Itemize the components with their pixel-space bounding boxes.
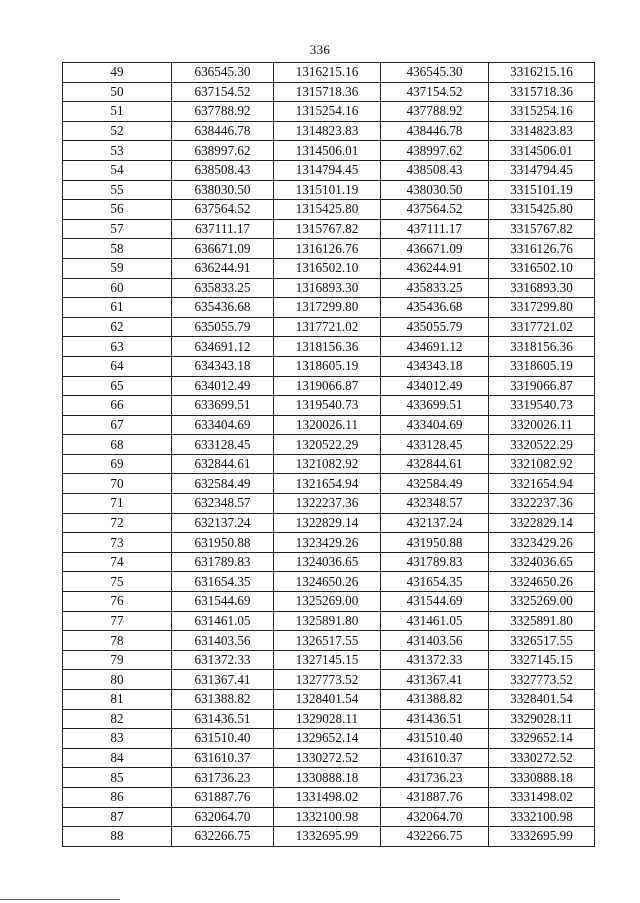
x2-coordinate-cell: 435055.79 — [381, 317, 489, 337]
point-number-cell: 64 — [63, 356, 172, 376]
table-row — [63, 258, 595, 278]
point-number-cell: 56 — [63, 200, 172, 220]
table-row — [63, 768, 595, 788]
table-row — [63, 396, 595, 416]
table-row — [63, 748, 595, 768]
table-row — [63, 200, 595, 220]
y2-coordinate-cell: 3322829.14 — [489, 513, 595, 533]
y2-coordinate-cell: 3329028.11 — [489, 709, 595, 729]
table-row — [63, 787, 595, 807]
table-row — [63, 415, 595, 435]
x-coordinate-cell: 636671.09 — [172, 239, 274, 259]
y2-coordinate-cell: 3329652.14 — [489, 729, 595, 749]
y-coordinate-cell: 1331498.02 — [274, 787, 381, 807]
x2-coordinate-cell: 436545.30 — [381, 63, 489, 83]
y2-coordinate-cell: 3325891.80 — [489, 611, 595, 631]
x2-coordinate-cell: 432266.75 — [381, 827, 489, 847]
table-row — [63, 160, 595, 180]
point-number-cell: 75 — [63, 572, 172, 592]
y-coordinate-cell: 1317299.80 — [274, 298, 381, 318]
table-row — [63, 298, 595, 318]
x2-coordinate-cell: 437564.52 — [381, 200, 489, 220]
page-number: 336 — [309, 42, 331, 57]
x-coordinate-cell: 636545.30 — [172, 63, 274, 83]
x-coordinate-cell: 637788.92 — [172, 102, 274, 122]
y2-coordinate-cell: 3315101.19 — [489, 180, 595, 200]
y2-coordinate-cell: 3314506.01 — [489, 141, 595, 161]
x2-coordinate-cell: 434012.49 — [381, 376, 489, 396]
y-coordinate-cell: 1328401.54 — [274, 690, 381, 710]
table-row — [63, 63, 595, 83]
table-row — [63, 572, 595, 592]
table-row — [63, 278, 595, 298]
y-coordinate-cell: 1321654.94 — [274, 474, 381, 494]
x-coordinate-cell: 637111.17 — [172, 219, 274, 239]
x2-coordinate-cell: 437788.92 — [381, 102, 489, 122]
x-coordinate-cell: 633404.69 — [172, 415, 274, 435]
y2-coordinate-cell: 3324036.65 — [489, 552, 595, 572]
x2-coordinate-cell: 431654.35 — [381, 572, 489, 592]
x-coordinate-cell: 637154.52 — [172, 82, 274, 102]
x2-coordinate-cell: 436244.91 — [381, 258, 489, 278]
y-coordinate-cell: 1332100.98 — [274, 807, 381, 827]
y2-coordinate-cell: 3321082.92 — [489, 454, 595, 474]
y2-coordinate-cell: 3318605.19 — [489, 356, 595, 376]
y-coordinate-cell: 1322237.36 — [274, 494, 381, 514]
table-row — [63, 552, 595, 572]
point-number-cell: 69 — [63, 454, 172, 474]
y-coordinate-cell: 1315254.16 — [274, 102, 381, 122]
y2-coordinate-cell: 3314794.45 — [489, 160, 595, 180]
x2-coordinate-cell: 433128.45 — [381, 435, 489, 455]
y-coordinate-cell: 1316215.16 — [274, 63, 381, 83]
y2-coordinate-cell: 3327773.52 — [489, 670, 595, 690]
y-coordinate-cell: 1327773.52 — [274, 670, 381, 690]
point-number-cell: 74 — [63, 552, 172, 572]
x-coordinate-cell: 635055.79 — [172, 317, 274, 337]
y2-coordinate-cell: 3317721.02 — [489, 317, 595, 337]
x-coordinate-cell: 631887.76 — [172, 787, 274, 807]
y-coordinate-cell: 1320026.11 — [274, 415, 381, 435]
x-coordinate-cell: 638997.62 — [172, 141, 274, 161]
y2-coordinate-cell: 3327145.15 — [489, 650, 595, 670]
x-coordinate-cell: 636244.91 — [172, 258, 274, 278]
y-coordinate-cell: 1324036.65 — [274, 552, 381, 572]
point-number-cell: 65 — [63, 376, 172, 396]
y2-coordinate-cell: 3315425.80 — [489, 200, 595, 220]
x-coordinate-cell: 633699.51 — [172, 396, 274, 416]
point-number-cell: 49 — [63, 63, 172, 83]
x2-coordinate-cell: 432137.24 — [381, 513, 489, 533]
x-coordinate-cell: 632584.49 — [172, 474, 274, 494]
table-row — [63, 454, 595, 474]
table-row — [63, 513, 595, 533]
y2-coordinate-cell: 3315718.36 — [489, 82, 595, 102]
y-coordinate-cell: 1316126.76 — [274, 239, 381, 259]
y2-coordinate-cell: 3315254.16 — [489, 102, 595, 122]
x-coordinate-cell: 638508.43 — [172, 160, 274, 180]
x2-coordinate-cell: 434343.18 — [381, 356, 489, 376]
footer-rule — [0, 899, 120, 900]
y-coordinate-cell: 1315767.82 — [274, 219, 381, 239]
x-coordinate-cell: 632348.57 — [172, 494, 274, 514]
x2-coordinate-cell: 432584.49 — [381, 474, 489, 494]
x-coordinate-cell: 634012.49 — [172, 376, 274, 396]
point-number-cell: 51 — [63, 102, 172, 122]
point-number-cell: 63 — [63, 337, 172, 357]
x2-coordinate-cell: 432064.70 — [381, 807, 489, 827]
x-coordinate-cell: 631789.83 — [172, 552, 274, 572]
point-number-cell: 76 — [63, 592, 172, 612]
table-row — [63, 827, 595, 847]
y2-coordinate-cell: 3331498.02 — [489, 787, 595, 807]
x-coordinate-cell: 631544.69 — [172, 592, 274, 612]
point-number-cell: 52 — [63, 121, 172, 141]
y-coordinate-cell: 1332695.99 — [274, 827, 381, 847]
y2-coordinate-cell: 3320026.11 — [489, 415, 595, 435]
table-row — [63, 102, 595, 122]
table-row — [63, 121, 595, 141]
table-row — [63, 494, 595, 514]
y2-coordinate-cell: 3324650.26 — [489, 572, 595, 592]
x2-coordinate-cell: 431789.83 — [381, 552, 489, 572]
y-coordinate-cell: 1323429.26 — [274, 533, 381, 553]
y-coordinate-cell: 1318156.36 — [274, 337, 381, 357]
y-coordinate-cell: 1315425.80 — [274, 200, 381, 220]
point-number-cell: 61 — [63, 298, 172, 318]
x-coordinate-cell: 631610.37 — [172, 748, 274, 768]
point-number-cell: 81 — [63, 690, 172, 710]
y-coordinate-cell: 1325269.00 — [274, 592, 381, 612]
y-coordinate-cell: 1321082.92 — [274, 454, 381, 474]
x-coordinate-cell: 631950.88 — [172, 533, 274, 553]
x-coordinate-cell: 631510.40 — [172, 729, 274, 749]
table-row — [63, 337, 595, 357]
point-number-cell: 57 — [63, 219, 172, 239]
point-number-cell: 62 — [63, 317, 172, 337]
y-coordinate-cell: 1322829.14 — [274, 513, 381, 533]
x2-coordinate-cell: 431461.05 — [381, 611, 489, 631]
y-coordinate-cell: 1330272.52 — [274, 748, 381, 768]
point-number-cell: 86 — [63, 787, 172, 807]
y2-coordinate-cell: 3314823.83 — [489, 121, 595, 141]
y-coordinate-cell: 1325891.80 — [274, 611, 381, 631]
x-coordinate-cell: 633128.45 — [172, 435, 274, 455]
y2-coordinate-cell: 3319066.87 — [489, 376, 595, 396]
table-row — [63, 219, 595, 239]
x-coordinate-cell: 632064.70 — [172, 807, 274, 827]
x2-coordinate-cell: 438030.50 — [381, 180, 489, 200]
x2-coordinate-cell: 438508.43 — [381, 160, 489, 180]
x-coordinate-cell: 634691.12 — [172, 337, 274, 357]
x-coordinate-cell: 631367.41 — [172, 670, 274, 690]
point-number-cell: 84 — [63, 748, 172, 768]
point-number-cell: 54 — [63, 160, 172, 180]
y-coordinate-cell: 1314823.83 — [274, 121, 381, 141]
x-coordinate-cell: 631461.05 — [172, 611, 274, 631]
x-coordinate-cell: 632137.24 — [172, 513, 274, 533]
y-coordinate-cell: 1324650.26 — [274, 572, 381, 592]
x-coordinate-cell: 635436.68 — [172, 298, 274, 318]
y2-coordinate-cell: 3332695.99 — [489, 827, 595, 847]
x-coordinate-cell: 631736.23 — [172, 768, 274, 788]
table-row — [63, 141, 595, 161]
table-row — [63, 533, 595, 553]
table-row — [63, 239, 595, 259]
y-coordinate-cell: 1318605.19 — [274, 356, 381, 376]
y2-coordinate-cell: 3332100.98 — [489, 807, 595, 827]
x2-coordinate-cell: 431436.51 — [381, 709, 489, 729]
table-row — [63, 807, 595, 827]
x2-coordinate-cell: 437154.52 — [381, 82, 489, 102]
point-number-cell: 80 — [63, 670, 172, 690]
x2-coordinate-cell: 431610.37 — [381, 748, 489, 768]
x2-coordinate-cell: 431367.41 — [381, 670, 489, 690]
x2-coordinate-cell: 436671.09 — [381, 239, 489, 259]
x2-coordinate-cell: 432844.61 — [381, 454, 489, 474]
point-number-cell: 78 — [63, 631, 172, 651]
y-coordinate-cell: 1316893.30 — [274, 278, 381, 298]
table-row — [63, 650, 595, 670]
y-coordinate-cell: 1319540.73 — [274, 396, 381, 416]
y2-coordinate-cell: 3316215.16 — [489, 63, 595, 83]
y-coordinate-cell: 1320522.29 — [274, 435, 381, 455]
x2-coordinate-cell: 431544.69 — [381, 592, 489, 612]
x2-coordinate-cell: 434691.12 — [381, 337, 489, 357]
y2-coordinate-cell: 3321654.94 — [489, 474, 595, 494]
x2-coordinate-cell: 438997.62 — [381, 141, 489, 161]
table-row — [63, 317, 595, 337]
point-number-cell: 66 — [63, 396, 172, 416]
point-number-cell: 50 — [63, 82, 172, 102]
x-coordinate-cell: 631654.35 — [172, 572, 274, 592]
x-coordinate-cell: 631436.51 — [172, 709, 274, 729]
y-coordinate-cell: 1315718.36 — [274, 82, 381, 102]
x2-coordinate-cell: 432348.57 — [381, 494, 489, 514]
point-number-cell: 53 — [63, 141, 172, 161]
x-coordinate-cell: 638030.50 — [172, 180, 274, 200]
x-coordinate-cell: 638446.78 — [172, 121, 274, 141]
table-row — [63, 180, 595, 200]
x-coordinate-cell: 631403.56 — [172, 631, 274, 651]
x2-coordinate-cell: 433699.51 — [381, 396, 489, 416]
y-coordinate-cell: 1326517.55 — [274, 631, 381, 651]
x2-coordinate-cell: 437111.17 — [381, 219, 489, 239]
point-number-cell: 82 — [63, 709, 172, 729]
x2-coordinate-cell: 435436.68 — [381, 298, 489, 318]
y-coordinate-cell: 1315101.19 — [274, 180, 381, 200]
y-coordinate-cell: 1327145.15 — [274, 650, 381, 670]
y2-coordinate-cell: 3316126.76 — [489, 239, 595, 259]
x2-coordinate-cell: 435833.25 — [381, 278, 489, 298]
point-number-cell: 70 — [63, 474, 172, 494]
x2-coordinate-cell: 431887.76 — [381, 787, 489, 807]
table-row — [63, 376, 595, 396]
table-row — [63, 474, 595, 494]
table-row — [63, 690, 595, 710]
point-number-cell: 79 — [63, 650, 172, 670]
y2-coordinate-cell: 3317299.80 — [489, 298, 595, 318]
x2-coordinate-cell: 433404.69 — [381, 415, 489, 435]
x2-coordinate-cell: 431403.56 — [381, 631, 489, 651]
point-number-cell: 88 — [63, 827, 172, 847]
point-number-cell: 83 — [63, 729, 172, 749]
y-coordinate-cell: 1329652.14 — [274, 729, 381, 749]
y-coordinate-cell: 1316502.10 — [274, 258, 381, 278]
x2-coordinate-cell: 438446.78 — [381, 121, 489, 141]
point-number-cell: 58 — [63, 239, 172, 259]
table-row — [63, 729, 595, 749]
coordinates-table-body — [63, 63, 595, 847]
x2-coordinate-cell: 431510.40 — [381, 729, 489, 749]
x2-coordinate-cell: 431372.33 — [381, 650, 489, 670]
y2-coordinate-cell: 3326517.55 — [489, 631, 595, 651]
y2-coordinate-cell: 3316502.10 — [489, 258, 595, 278]
table-row — [63, 611, 595, 631]
table-row — [63, 631, 595, 651]
point-number-cell: 73 — [63, 533, 172, 553]
point-number-cell: 71 — [63, 494, 172, 514]
y2-coordinate-cell: 3320522.29 — [489, 435, 595, 455]
table-row — [63, 670, 595, 690]
table-row — [63, 709, 595, 729]
y-coordinate-cell: 1317721.02 — [274, 317, 381, 337]
y-coordinate-cell: 1314794.45 — [274, 160, 381, 180]
point-number-cell: 67 — [63, 415, 172, 435]
x-coordinate-cell: 632266.75 — [172, 827, 274, 847]
y-coordinate-cell: 1329028.11 — [274, 709, 381, 729]
point-number-cell: 60 — [63, 278, 172, 298]
y2-coordinate-cell: 3316893.30 — [489, 278, 595, 298]
x-coordinate-cell: 631388.82 — [172, 690, 274, 710]
y2-coordinate-cell: 3319540.73 — [489, 396, 595, 416]
y2-coordinate-cell: 3323429.26 — [489, 533, 595, 553]
point-number-cell: 85 — [63, 768, 172, 788]
y2-coordinate-cell: 3328401.54 — [489, 690, 595, 710]
point-number-cell: 59 — [63, 258, 172, 278]
point-number-cell: 87 — [63, 807, 172, 827]
y2-coordinate-cell: 3322237.36 — [489, 494, 595, 514]
x-coordinate-cell: 635833.25 — [172, 278, 274, 298]
table-row — [63, 592, 595, 612]
coordinates-table — [62, 62, 595, 847]
y-coordinate-cell: 1330888.18 — [274, 768, 381, 788]
x-coordinate-cell: 637564.52 — [172, 200, 274, 220]
x-coordinate-cell: 632844.61 — [172, 454, 274, 474]
x2-coordinate-cell: 431736.23 — [381, 768, 489, 788]
y2-coordinate-cell: 3330888.18 — [489, 768, 595, 788]
y2-coordinate-cell: 3325269.00 — [489, 592, 595, 612]
x2-coordinate-cell: 431950.88 — [381, 533, 489, 553]
y2-coordinate-cell: 3318156.36 — [489, 337, 595, 357]
table-row — [63, 82, 595, 102]
table-row — [63, 435, 595, 455]
point-number-cell: 68 — [63, 435, 172, 455]
y-coordinate-cell: 1314506.01 — [274, 141, 381, 161]
y2-coordinate-cell: 3330272.52 — [489, 748, 595, 768]
point-number-cell: 55 — [63, 180, 172, 200]
x-coordinate-cell: 631372.33 — [172, 650, 274, 670]
y2-coordinate-cell: 3315767.82 — [489, 219, 595, 239]
y-coordinate-cell: 1319066.87 — [274, 376, 381, 396]
point-number-cell: 72 — [63, 513, 172, 533]
point-number-cell: 77 — [63, 611, 172, 631]
x-coordinate-cell: 634343.18 — [172, 356, 274, 376]
table-row — [63, 356, 595, 376]
x2-coordinate-cell: 431388.82 — [381, 690, 489, 710]
